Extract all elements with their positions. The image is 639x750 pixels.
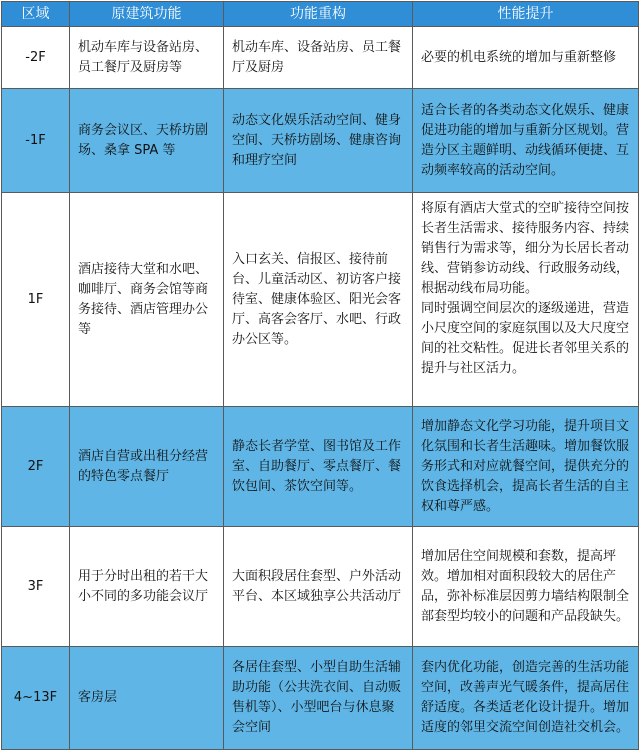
header-performance-improve: 性能提升 — [413, 2, 639, 27]
improve-paragraph: 将原有酒店大堂式的空旷接待空间按长者生活需求、接待服务内容、持续销售行为需求等，细分为长居长者动线、营销参访动线、行政服务动线，根据动线布局功能。 — [421, 201, 630, 296]
improve-cell: 增加静态文化学习功能，提升项目文化氛围和长者生活趣味。增加餐饮服务形式和对应就餐空间，提供充分的饮食选择机会，提高长者生活的自主权和尊严感。 — [413, 407, 639, 527]
function-table — [1, 1, 639, 750]
header-function-reconstruct: 功能重构 — [224, 2, 413, 27]
table-row — [2, 527, 639, 647]
original-cell: 机动车库与设备站房、员工餐厅及厨房等 — [70, 27, 224, 89]
reconstruct-cell: 静态长者学堂、图书馆及工作室、自助餐厅、零点餐厅、餐饮包间、茶饮空间等。 — [224, 407, 413, 527]
floor-cell: 2F — [2, 407, 70, 527]
improve-paragraph: 同时强调空间层次的逐级递进，营造小尺度空间的家庭氛围以及大尺度空间的社交粘性。促进长者邻里关系的提升与社区活力。 — [421, 301, 630, 376]
floor-cell: -2F — [2, 27, 70, 89]
original-cell: 商务会议区、天桥坊剧场、桑拿 SPA 等 — [70, 89, 224, 193]
improve-cell — [413, 193, 639, 407]
header-row — [2, 2, 639, 27]
floor-cell: -1F — [2, 89, 70, 193]
table-row — [2, 89, 639, 193]
improve-cell: 套内优化功能，创造完善的生活功能空间，改善声光气暖条件，提高居住舒适度。各类适老化设计提升。增加适度的邻里交流空间创造社交机会。 — [413, 647, 639, 750]
floor-cell: 4~13F — [2, 647, 70, 750]
original-cell: 用于分时出租的若干大小不同的多功能会议厅 — [70, 527, 224, 647]
original-cell: 客房层 — [70, 647, 224, 750]
original-cell: 酒店接待大堂和水吧、咖啡厅、商务会馆等商务接待、酒店管理办公等 — [70, 193, 224, 407]
improve-cell: 增加居住空间规模和套数，提高坪效。增加相对面积段较大的居住产品，弥补标准层因剪力墙结构限制全部套型均较小的问题和产品段缺失。 — [413, 527, 639, 647]
table-row — [2, 27, 639, 89]
floor-cell: 1F — [2, 193, 70, 407]
original-cell: 酒店自营或出租分经营的特色零点餐厅 — [70, 407, 224, 527]
table-row — [2, 647, 639, 750]
floor-cell: 3F — [2, 527, 70, 647]
reconstruct-cell: 动态文化娱乐活动空间、健身空间、天桥坊剧场、健康咨询和理疗空间 — [224, 89, 413, 193]
table-row — [2, 407, 639, 527]
reconstruct-cell: 入口玄关、信报区、接待前台、儿童活动区、初访客户接待室、健康体验区、阳光会客厅、高客会客厅、水吧、行政办公区等。 — [224, 193, 413, 407]
reconstruct-cell: 各居住套型、小型自助生活辅助功能（公共洗衣间、自动贩售机等）、小型吧台与休息聚会空间 — [224, 647, 413, 750]
improve-cell: 必要的机电系统的增加与重新整修 — [413, 27, 639, 89]
table-row — [2, 193, 639, 407]
header-floor: 区域 — [2, 2, 70, 27]
reconstruct-cell: 机动车库、设备站房、员工餐厅及厨房 — [224, 27, 413, 89]
reconstruct-cell: 大面积段居住套型、户外活动平台、本区域独享公共活动厅 — [224, 527, 413, 647]
improve-cell: 适合长者的各类动态文化娱乐、健康促进功能的增加与重新分区规划。营造分区主题鲜明、动线循环便捷、互动频率较高的活动空间。 — [413, 89, 639, 193]
table-container — [1, 1, 638, 750]
header-original-function: 原建筑功能 — [70, 2, 224, 27]
